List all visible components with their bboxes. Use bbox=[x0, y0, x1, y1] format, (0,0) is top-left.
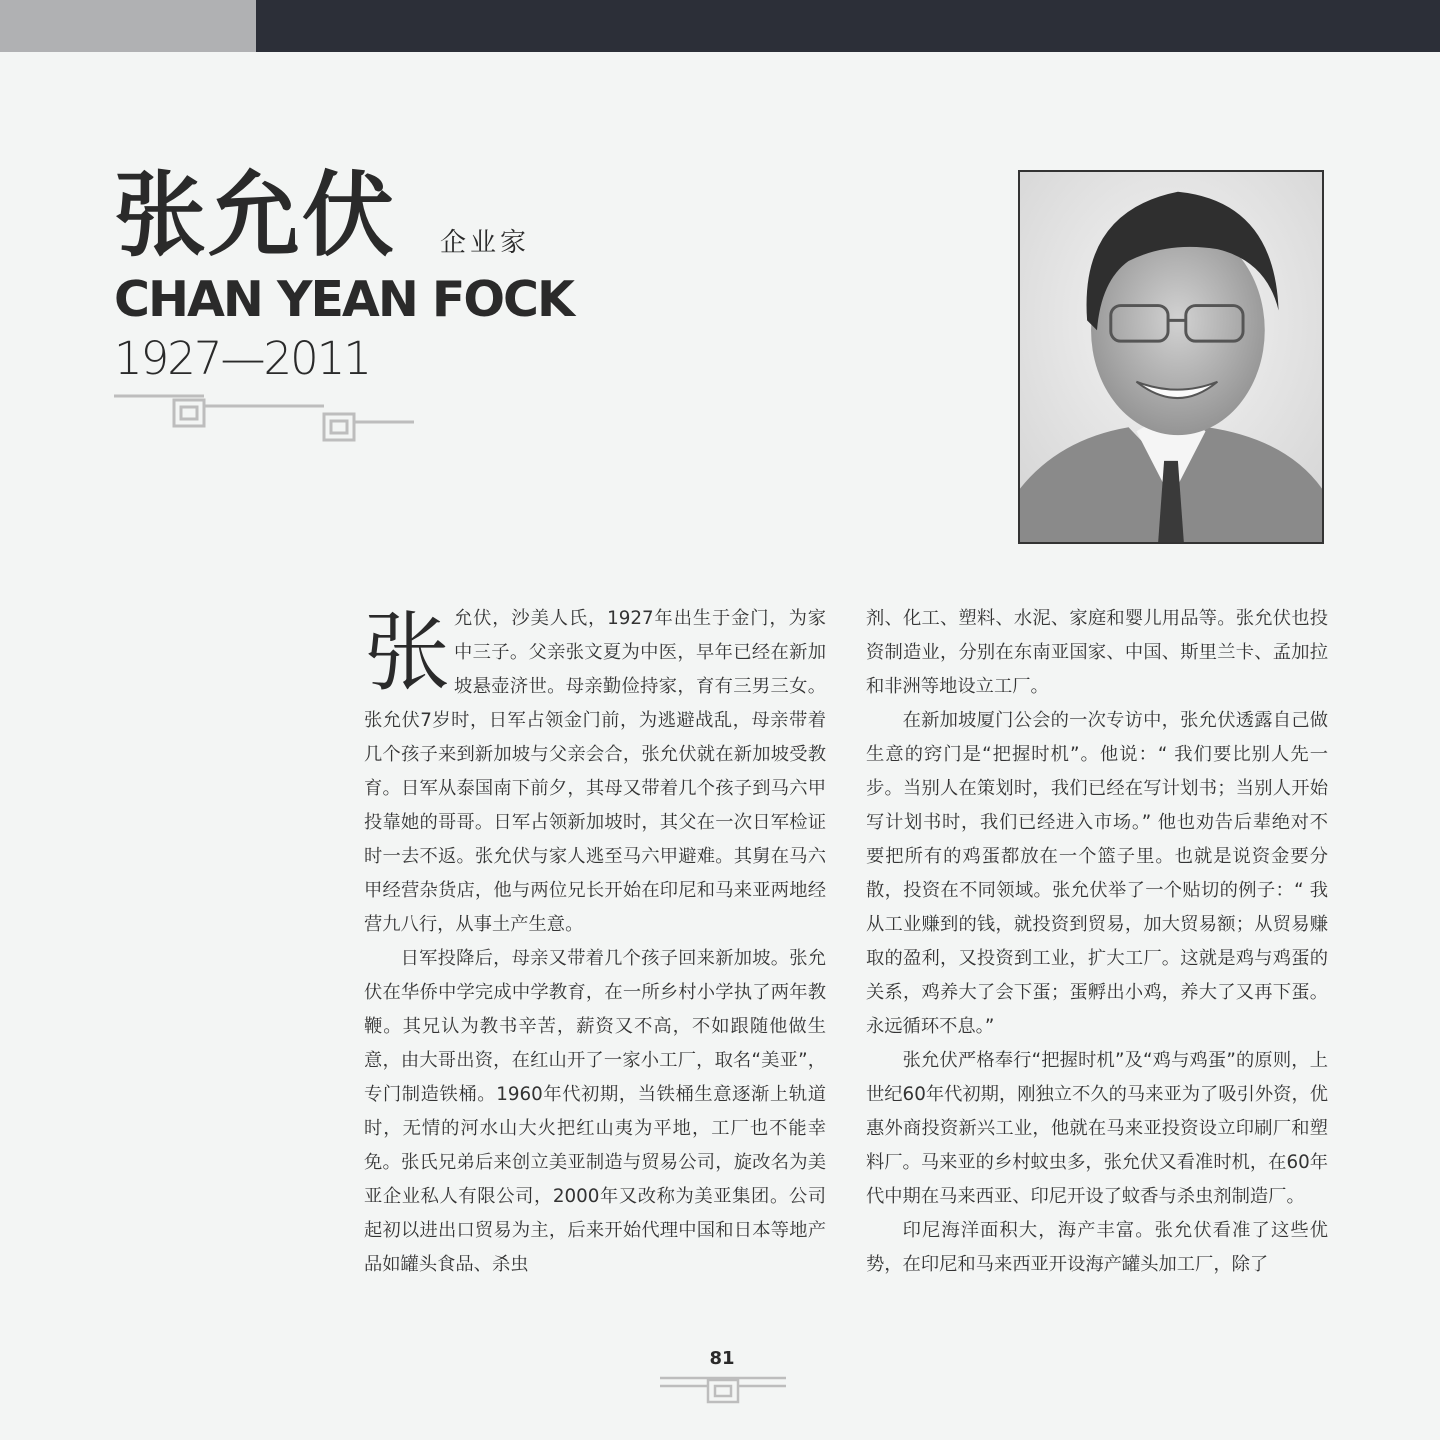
paragraph: 印尼海洋面积大，海产丰富。张允伏看准了这些优势，在印尼和马来西亚开设海产罐头加工厂，除了 bbox=[866, 1220, 1328, 1275]
paragraph: 在新加坡厦门公会的一次专访中，张允伏透露自己做生意的窍门是“把握时机”。他说：“ 我们要比别人先一步。当别人在策划时，我们已经在写计划书；当别人开始写计划书时，我们已经进入市场。” 他也劝告后辈绝对不要把所有的鸡蛋都放在一个篮子里。也就是说资金要分散，投资在不同领域。张允伏举了一个贴切的例子：“ 我从工业赚到的钱，就投资到贸易，加大贸易额；从贸易赚取的盈利，又投资到工业，扩大工厂。这就是鸡与鸡蛋的关系，鸡养大了会下蛋；蛋孵出小鸡，养大了又再下蛋。永远循环不息。” bbox=[866, 710, 1328, 1037]
article-column-2 bbox=[866, 602, 1328, 1282]
fret-ornament-icon bbox=[114, 392, 414, 444]
paragraph: 剂、化工、塑料、水泥、家庭和婴儿用品等。张允伏也投资制造业，分别在东南亚国家、中国、斯里兰卡、孟加拉和非洲等地设立工厂。 bbox=[866, 608, 1328, 697]
footer-ornament-icon bbox=[660, 1374, 786, 1404]
paragraph: 日军投降后，母亲又带着几个孩子回来新加坡。张允伏在华侨中学完成中学教育，在一所乡村小学执了两年教鞭。其兄认为教书辛苦，薪资又不高，不如跟随他做生意，由大哥出资，在红山开了一家小工厂，取名“美亚”，专门制造铁桶。1960年代初期，当铁桶生意逐渐上轨道时，无情的河水山大火把红山夷为平地，工厂也不能幸免。张氏兄弟后来创立美亚制造与贸易公司，旋改名为美亚企业私人有限公司，2000年又改称为美亚集团。公司起初以进出口贸易为主，后来开始代理中国和日本等地产品如罐头食品、杀虫 bbox=[364, 948, 826, 1275]
name-chinese: 张允伏 bbox=[114, 162, 397, 269]
name-english: CHAN YEAN FOCK bbox=[114, 271, 573, 328]
role-label: 企业家 bbox=[440, 228, 531, 258]
paragraph: 张允伏严格奉行“把握时机”及“鸡与鸡蛋”的原则，上世纪60年代初期，刚独立不久的马来亚为了吸引外资，优惠外商投资新兴工业，他就在马来亚投资设立印刷厂和塑料厂。马来亚的乡村蚊虫多，张允伏又看准时机，在60年代中期在马来西亚、印尼开设了蚊香与杀虫剂制造厂。 bbox=[866, 1050, 1329, 1207]
life-years: 1927—2011 bbox=[114, 332, 371, 385]
top-bar bbox=[256, 0, 1440, 52]
page-number: 81 bbox=[709, 1348, 735, 1369]
drop-cap: 张 bbox=[364, 603, 450, 703]
top-bar-accent bbox=[0, 0, 256, 52]
paragraph-text: 允伏，沙美人氏，1927年出生于金门，为家中三子。父亲张文夏为中医，早年已经在新加坡悬壶济世。母亲勤俭持家，育有三男三女。张允伏7岁时，日军占领金门前，为逃避战乱，母亲带着几个孩子来到新加坡与父亲会合，张允伏就在新加坡受教育。日军从泰国南下前夕，其母又带着几个孩子到马六甲投靠她的哥哥。日军占领新加坡时，其父在一次日军检证时一去不返。张允伏与家人逃至马六甲避难。其舅在马六甲经营杂货店，他与两位兄长开始在印尼和马来亚两地经营九八行，从事土产生意。 bbox=[364, 608, 826, 935]
article-column-1 bbox=[364, 602, 826, 1282]
portrait-photo bbox=[1018, 170, 1324, 544]
paragraph bbox=[364, 602, 826, 942]
